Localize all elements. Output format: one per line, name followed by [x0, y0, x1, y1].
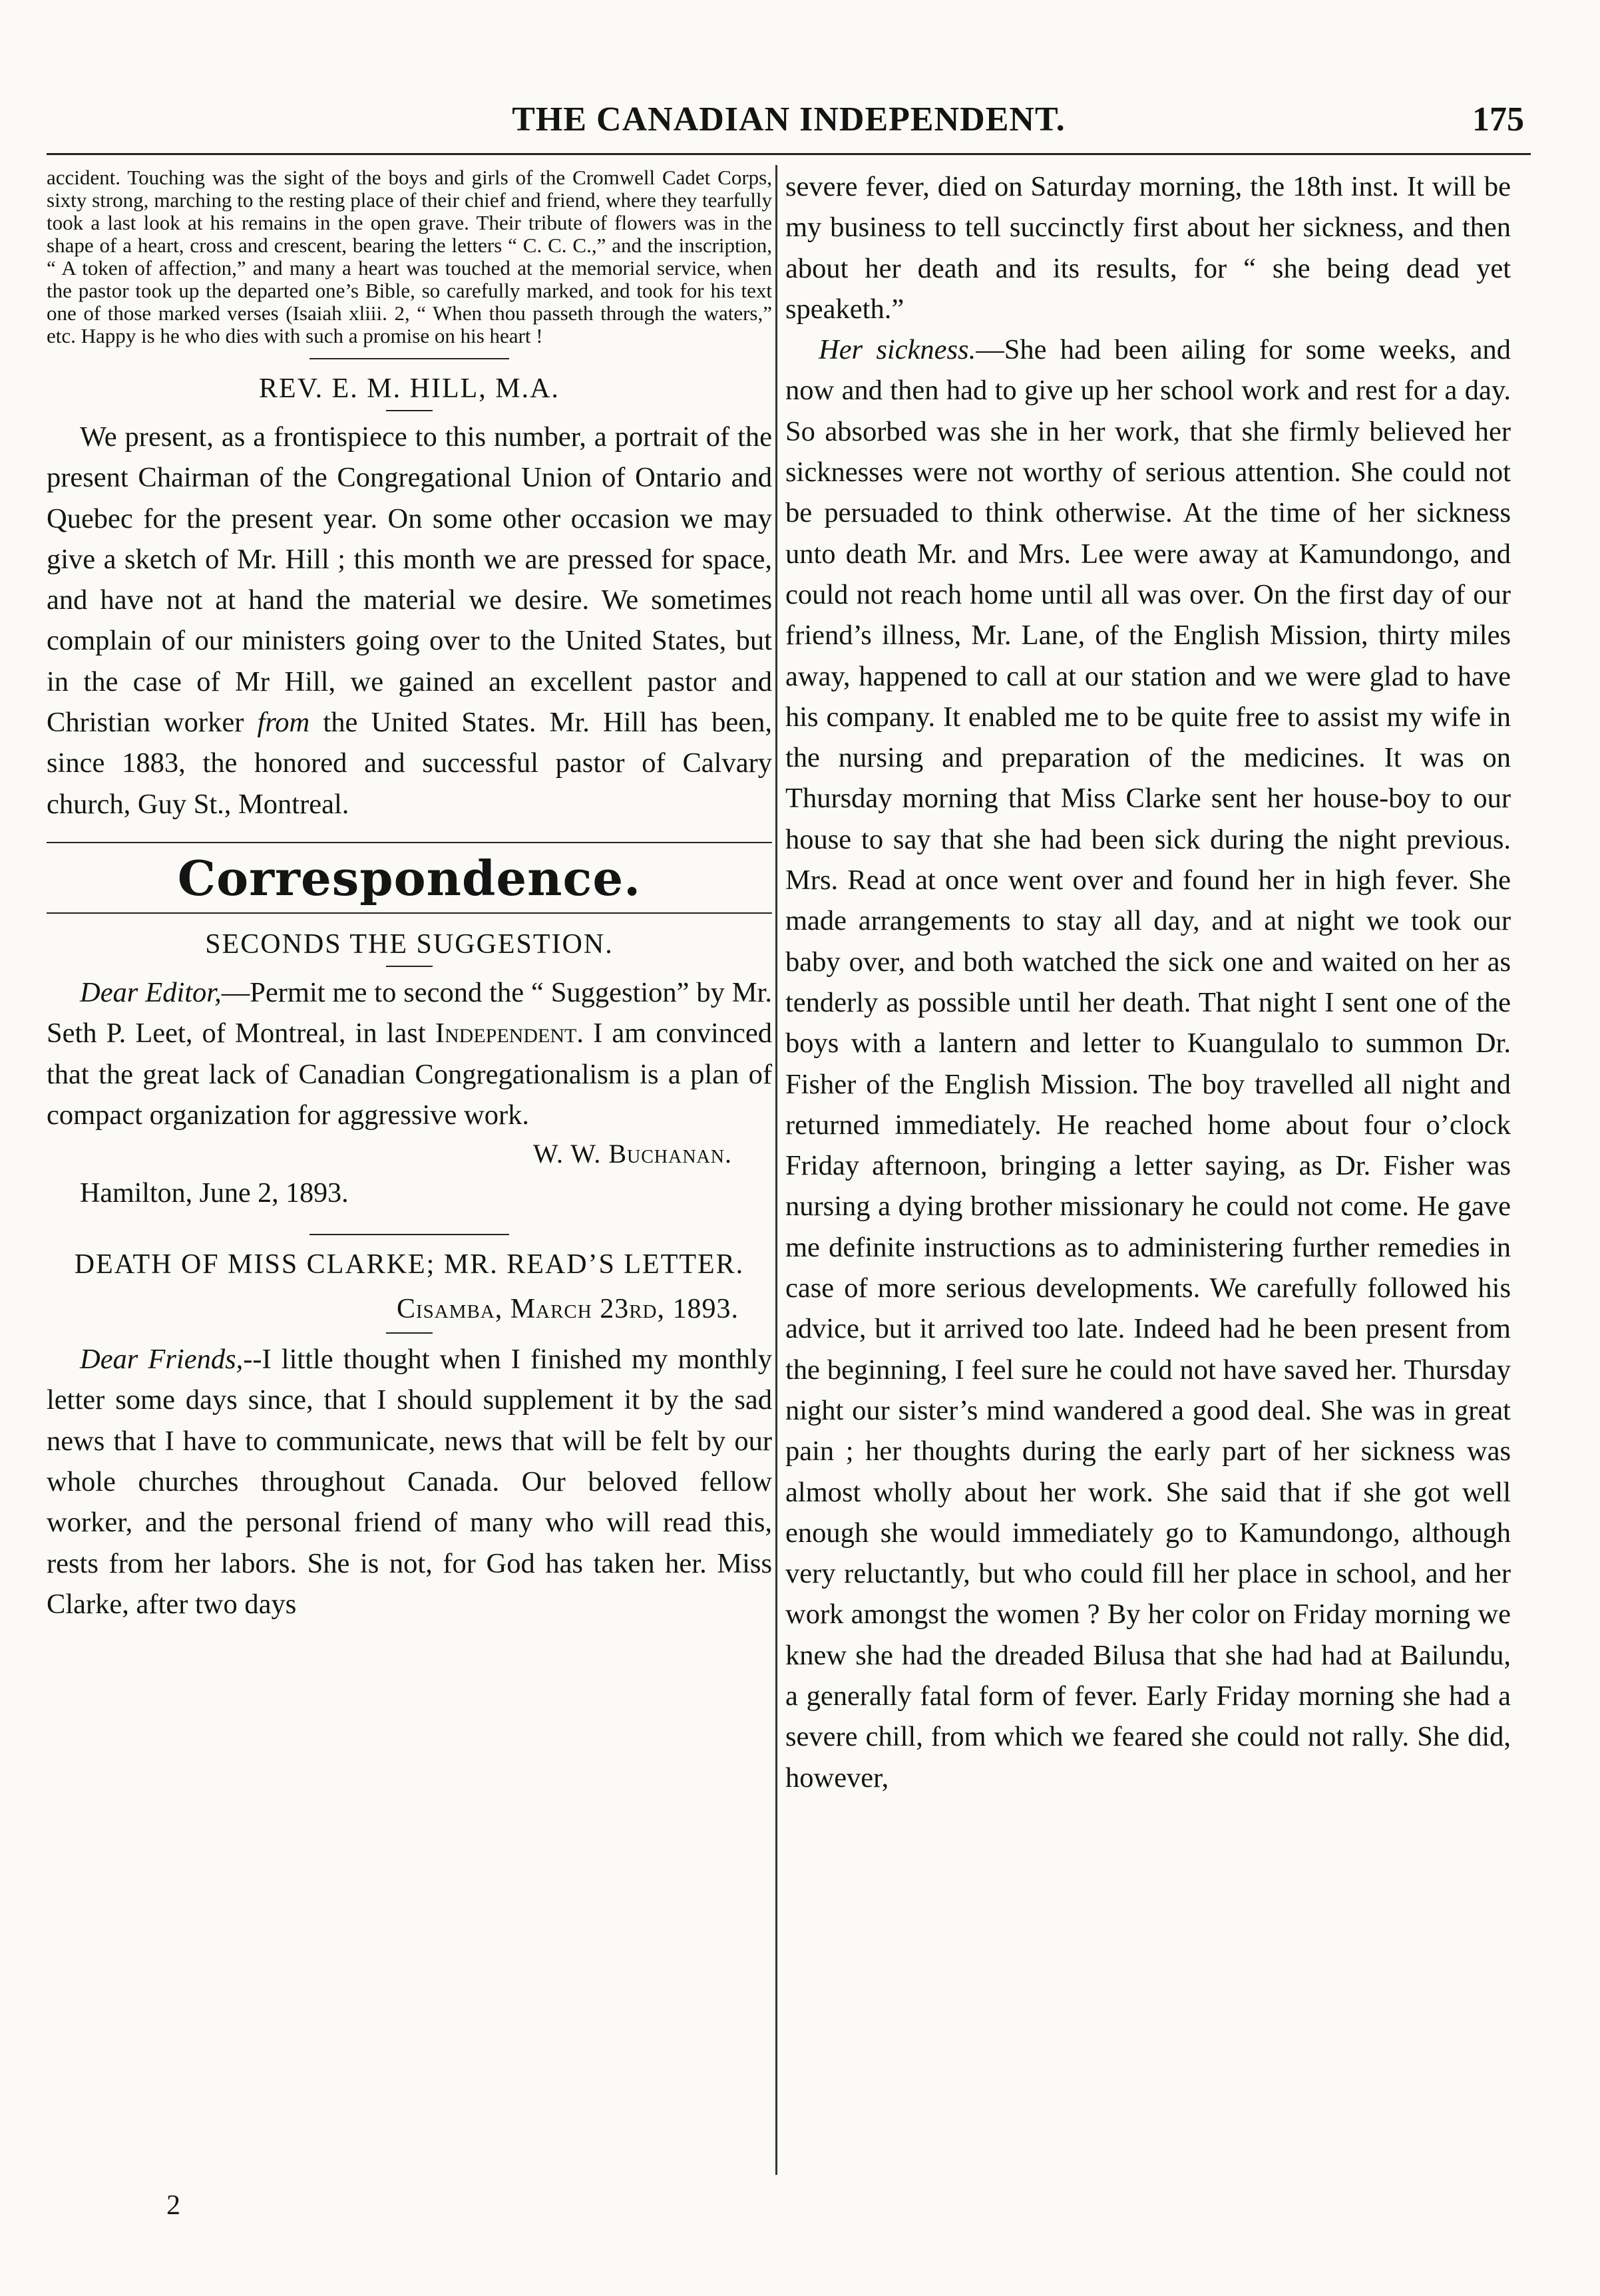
hill-emphasis: from [257, 707, 310, 739]
death-text: --I little thought when I finished my monthly letter some days since, that I should supplement it by the sad news that I have to communicate, news that will be felt by our whole churches throughout Canada. Our beloved fellow worker, and the personal friend of many who will read this, rests from her labors. She is not, for God has taken her. Miss Clarke, after two days [47, 1344, 772, 1620]
journal-title: THE CANADIAN INDEPENDENT. [512, 100, 1066, 138]
section-title-correspondence: Correspondence. [177, 849, 642, 906]
hill-text-part2: the United States. Mr. Hill has been, since 1883, the honored and successful pastor of Calvary church, Guy St., Montreal. [47, 707, 772, 820]
seconds-text-a: —Permit me to second the “ Suggestion” by Mr. Seth P. Leet, of Montreal, in last [47, 976, 772, 1050]
section-rule-top [47, 842, 772, 843]
column-divider [775, 165, 777, 2175]
seconds-place-date: Hamilton, June 2, 1893. [80, 1178, 349, 1209]
running-head [47, 100, 1531, 155]
separator-rule [309, 1234, 509, 1235]
hill-text-part1: We present, as a frontispiece to this number, a portrait of the present Chairman of the Congregational Union of Ontario and Quebec for the present year. On some other occasion we may give a sketch of Mr. Hill ; this month we are pressed for space, and have not at hand the material we desire. We sometimes complain of our ministers going over to the United States, but in the case of Mr Hill, we gained an excellent pastor and Christian worker [47, 421, 772, 739]
hill-heading: REV. E. M. HILL, M.A. [259, 373, 560, 404]
left-column [47, 166, 772, 1625]
hill-paragraph [47, 417, 772, 825]
signature-folio: 2 [166, 2190, 180, 2221]
seconds-text-b: I am convinced that the great lack of Canadian Congregationalism is a plan of compact organization for aggressive work. [47, 1018, 772, 1131]
heading-rule [386, 1332, 433, 1334]
letter-paragraph-1: severe fever, died on Saturday morning, the 18th inst. It will be my business to tell succinctly first about her sickness, and then about her death and its results, for “ she being dead yet speaketh.” [785, 171, 1511, 325]
right-column [785, 166, 1511, 1798]
letter-paragraph-2 [785, 329, 1511, 1798]
letter-subheading: Her sickness. [819, 334, 976, 366]
death-heading: DEATH OF MISS CLARKE; MR. READ’S LETTER. [74, 1249, 745, 1280]
obituary-continuation: accident. Touching was the sight of the boys and girls of the Cromwell Cadet Corps, sixty strong, marching to the resting place of their chief and friend, where they tearfully took a last look at his remains in the open grave. Their tribute of flowers was in the shape of a heart, cross and crescent, bearing the letters “ C. C. C.,” and the inscription, “ A token of affection,” and many a heart was touched at the memorial service, when the pastor took up the departed one’s Bible, so carefully marked, and took for his text one of those marked verses (Isaiah xliii. 2, “ When thou passeth through the waters,” etc. Happy is he who dies with such a promise on his heart ! [47, 166, 772, 347]
separator-rule [309, 358, 509, 359]
seconds-heading: SECONDS THE SUGGESTION. [205, 928, 614, 960]
seconds-paragraph [47, 972, 772, 1135]
section-rule-bottom [47, 912, 772, 914]
death-salutation: Dear Friends, [80, 1344, 244, 1376]
death-dateline: Cisamba, March 23rd, 1893. [396, 1294, 739, 1325]
seconds-signature: W. W. Buchanan. [532, 1139, 732, 1169]
page-number: 175 [1472, 100, 1524, 138]
heading-rule [386, 410, 433, 411]
heading-rule [386, 966, 433, 967]
death-paragraph [47, 1339, 772, 1625]
paper-name: Independent. [435, 1018, 584, 1050]
letter-paragraph-2-text: —She had been ailing for some weeks, and now and then had to give up her school work and rest for a day. So absorbed was she in her work, that she firmly believed her sicknesses were not worthy of serious attention. She could not be persuaded to think otherwise. At the time of her sickness unto death Mr. and Mrs. Lee were away at Kamundongo, and could not reach home until all was over. On the first day of our friend’s illness, Mr. Lane, of the English Mission, thirty miles away, happened to call at our station and we were glad to have his company. It enabled me to be quite free to assist my wife in the nursing and preparation of the medicines. It was on Thursday morning that Miss Clarke sent her house-boy to our house to say that she had been sick during the night previous. Mrs. Read at once went over and found her in high fever. She made arrangements to stay all day, and at night we took our baby over, and both watched the sick one and waited on her as tenderly as possible until her death. That night I sent one of the boys with a lantern and letter to Kuangulalo to summon Dr. Fisher of the English Mission. The boy travelled all night and returned immediately. He reached home about four o’clock Friday afternoon, bringing a letter saying, as Dr. Fisher was nursing a dying brother missionary he could not come. He gave me definite instructions as to administering further remedies in case of more serious developments. We carefully followed his advice, but it arrived too late. Indeed had he been present from the beginning, I feel sure he could not have saved her. Thursday night our sister’s mind wandered a good deal. She was in great pain ; her thoughts during the early part of her sickness was almost wholly about her work. She said that if she got well enough she would immediately go to Kamundongo, although very reluctantly, but who could fill her place in school, and her work amongst the women ? By her color on Friday morning we knew she had the dreaded Bilusa that she had had at Bailundu, a generally fatal form of fever. Early Friday morning she had a severe chill, from which we feared she could not rally. She did, however, [785, 334, 1511, 1794]
seconds-salutation: Dear Editor, [80, 976, 222, 1008]
